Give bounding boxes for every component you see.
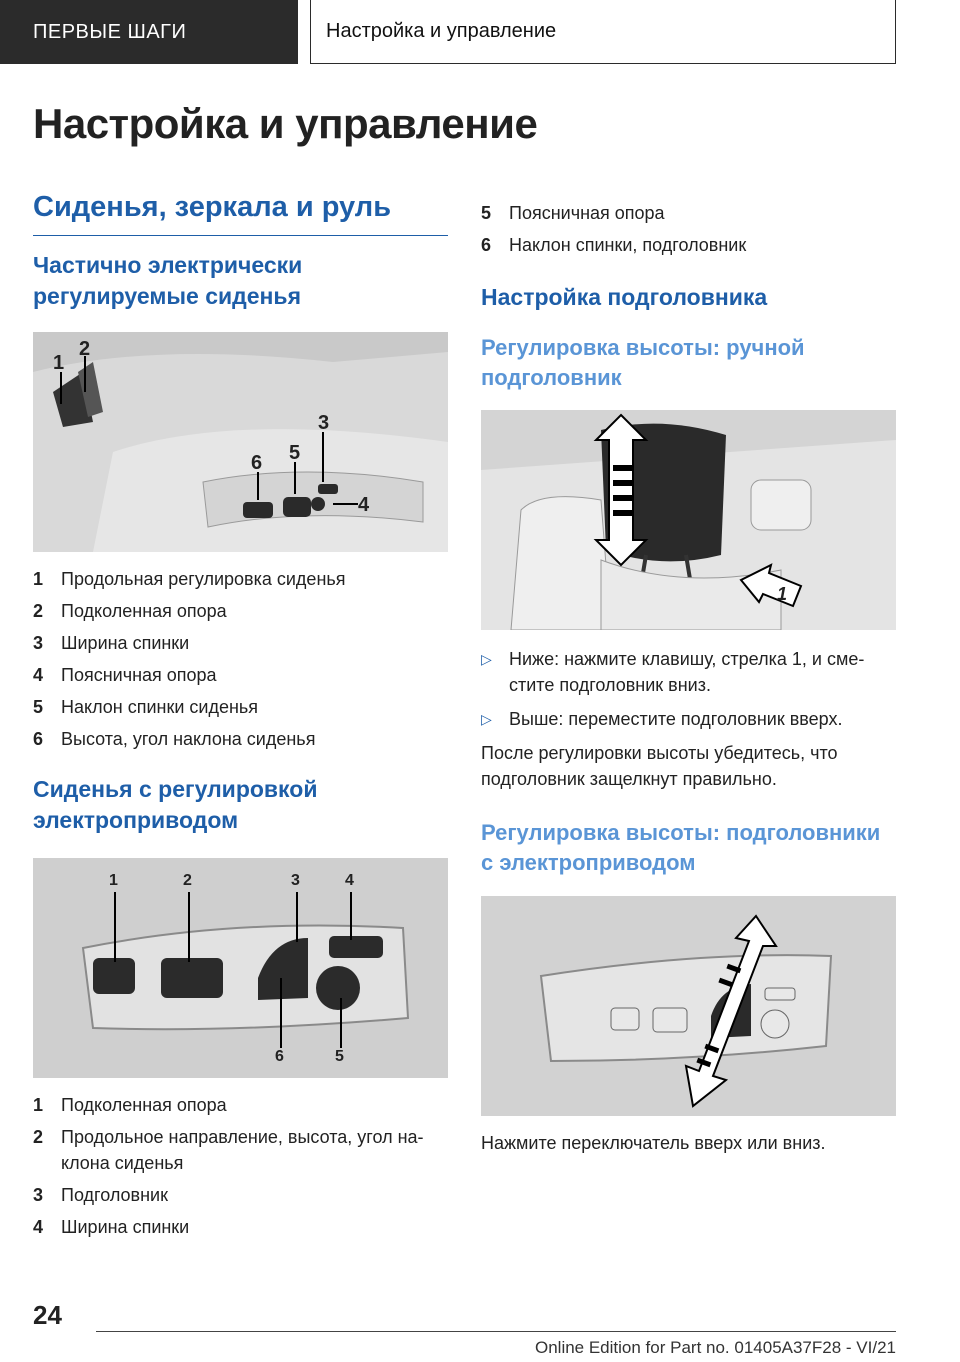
section-heading: Сиденья, зеркала и руль [33,191,392,223]
page-title: Настройка и управление [33,100,538,147]
callout-3: 3 [291,871,300,889]
triangle-bullet-icon: ▷ [481,651,492,668]
subsection-heading-electric: Сиденья с регулировкой электроприводом [33,775,318,833]
header-title: Настройка и управление [310,0,896,64]
callout-5: 5 [335,1047,344,1065]
page-number: 24 [33,1300,62,1330]
callout-4: 4 [345,871,354,889]
headrest-manual-image [481,410,896,630]
subsection-heading-partial-electric: Частично электрически регулируемые сиденья [33,251,303,309]
safety-paragraph: После регулировки высоты убедитесь, что подголовник защелкнут правильно. [481,743,838,790]
right-column [481,200,896,1156]
heading-manual-headrest: Регулировка высоты: ручной подголовник [481,335,805,390]
footer-divider [96,1331,896,1332]
list-item: 5 Поясничная опора [481,203,665,223]
list-item: 6 Наклон спинки, подголовник [481,235,747,255]
bullet-item: ▷ Ниже: нажмите клавишу, стрелка 1, и сме-стите подголовник вниз. [481,646,896,698]
section-tab: ПЕРВЫЕ ШАГИ [0,0,298,64]
image-caption: Нажмите переключатель вверх или вниз. [481,1132,826,1153]
seat-controls-image-1 [33,332,448,552]
callout-1: 1 [53,351,65,374]
list-item: 2 Продольное направление, высота, угол на-клона сиденья [33,1126,424,1173]
list-item: 4 Ширина спинки [33,1216,190,1237]
edition-text: Online Edition for Part no. 01405A37F28 - VI/21 [534,1338,896,1357]
callout-5: 5 [289,441,301,464]
triangle-bullet-icon: ▷ [481,711,492,728]
callout-6: 6 [275,1047,284,1065]
callout-3: 3 [318,411,330,434]
list-item: 3 Ширина спинки [33,632,190,653]
bullet-item: ▷ Выше: переместите подголовник вверх. [481,706,896,732]
callout-6: 6 [251,451,263,474]
page-header [0,0,960,66]
callout-1: 1 [777,584,788,605]
subsection-heading-headrest: Настройка подголовника [481,284,768,310]
list-item: 6 Высота, угол наклона сиденья [33,728,316,749]
heading-electric-headrest: Регулировка высоты: подголовники с электроприводом [481,820,881,876]
callout-2: 2 [79,337,91,360]
list-item: 4 Поясничная опора [33,664,217,685]
legend-list-2 [33,1092,448,1240]
seat-controls-image-2 [33,858,448,1078]
legend-list-1 [33,566,448,752]
list-item: 1 Подколенная опора [33,1094,227,1115]
heading-rule [33,235,448,236]
callout-4: 4 [358,493,370,516]
instruction-bullets [481,646,896,732]
callout-1: 1 [109,871,118,889]
list-item: 3 Подголовник [33,1184,168,1205]
list-item: 1 Продольная регулировка сиденья [33,568,346,589]
callout-2: 2 [183,871,192,889]
legend-list-2-continued [481,200,896,258]
headrest-electric-image [481,896,896,1116]
list-item: 2 Подколенная опора [33,600,227,621]
left-column [33,190,448,1246]
list-item: 5 Наклон спинки сиденья [33,696,259,717]
